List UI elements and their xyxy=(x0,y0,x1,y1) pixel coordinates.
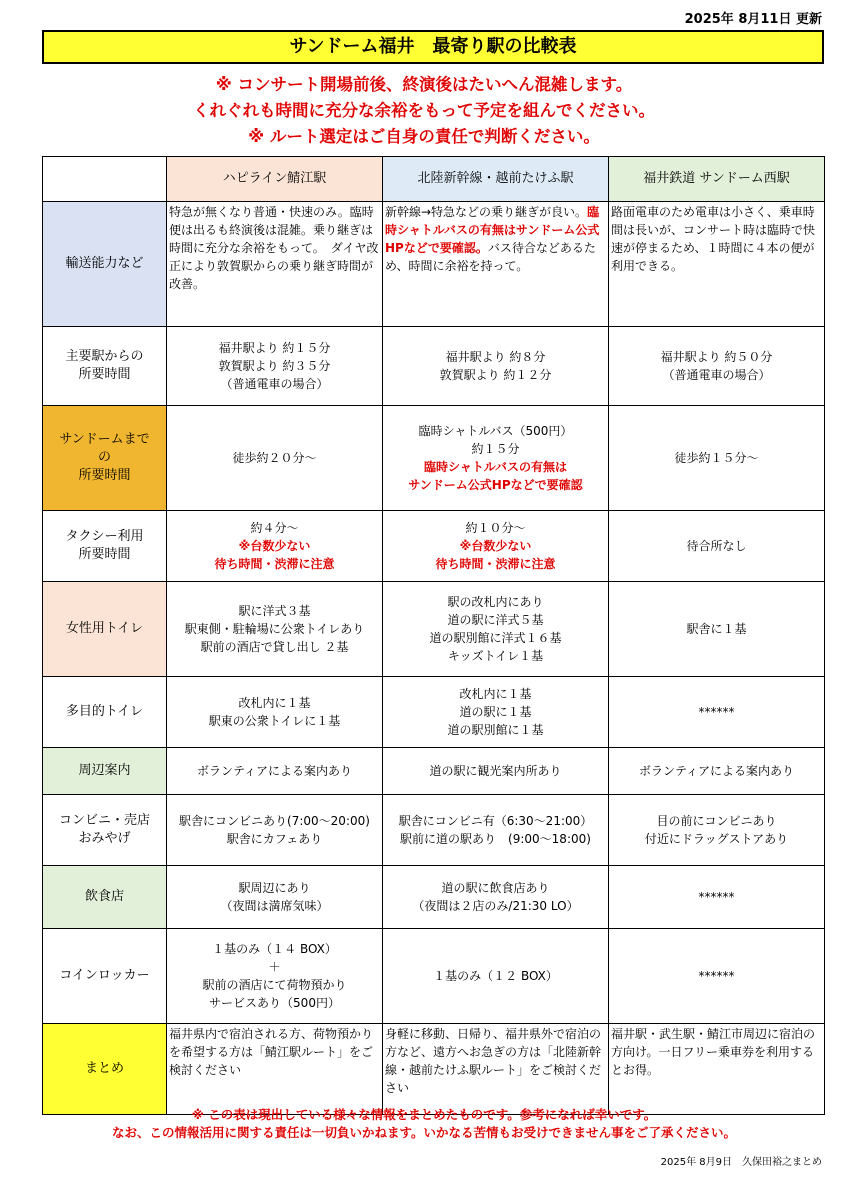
table-row xyxy=(43,202,825,327)
cell-sabae xyxy=(167,677,383,748)
cell-text: ****** xyxy=(698,890,735,904)
row-header xyxy=(43,929,167,1024)
cell-takefu xyxy=(383,1024,609,1115)
cell-note-red: 臨時シャトルバスの有無はサンドーム公式HPなどで要確認。 xyxy=(385,205,600,255)
cell-text: （普通電車の場合） xyxy=(220,377,329,391)
table-row xyxy=(43,795,825,866)
cell-sabae xyxy=(167,327,383,406)
cell-text: ****** xyxy=(698,969,735,983)
cell-text: キッズトイレ１基 xyxy=(447,649,544,663)
row-header xyxy=(43,327,167,406)
row-header xyxy=(43,511,167,582)
signature: 2025年 8月9日 久保田裕之まとめ xyxy=(660,1157,822,1168)
row-header xyxy=(43,202,167,327)
table-row xyxy=(43,327,825,406)
column-header-sabae: ハピライン鯖江駅 xyxy=(167,157,383,202)
cell-text: 駅前に道の駅あり (9:00〜18:00) xyxy=(400,832,591,846)
cell-text: 道の駅に洋式５基 xyxy=(447,613,544,627)
cell-sundome-nishi xyxy=(609,406,825,511)
cell-sabae xyxy=(167,582,383,677)
cell-text: 駅周辺にあり xyxy=(238,881,311,895)
cell-takefu xyxy=(383,677,609,748)
update-date: 2025年 8月11日 更新 xyxy=(684,12,822,27)
footer-note-2: なお、この情報活用に関する責任は一切負いかねます。いかなる苦情もお受けできません事をご了承ください。 xyxy=(111,1125,736,1140)
row-header-label: サンドームまで xyxy=(59,432,150,447)
cell-text: 駅前の酒店にて荷物預かり xyxy=(202,978,347,992)
warning-line-1: ※ コンサート開場前後、終演後はたいへん混雑します。 xyxy=(215,75,633,94)
row-header xyxy=(43,582,167,677)
row-header-label: コンビニ・売店 xyxy=(58,813,150,828)
header-corner-cell xyxy=(43,157,167,202)
cell-text: 徒歩約１５分〜 xyxy=(674,451,759,465)
cell-sundome-nishi xyxy=(609,748,825,795)
cell-text: 約４分〜 xyxy=(250,521,299,535)
row-header xyxy=(43,748,167,795)
cell-text: （普通電車の場合） xyxy=(662,368,771,382)
cell-sundome-nishi xyxy=(609,1024,825,1115)
cell-text: 敦賀駅より 約３５分 xyxy=(218,359,331,373)
cell-text: 福井県内で宿泊される方、荷物預かりを希望する方は「鯖江駅ルート」をご検討ください xyxy=(169,1027,374,1077)
cell-text: ****** xyxy=(698,705,735,719)
cell-text: 駅に洋式３基 xyxy=(238,604,311,618)
cell-text: 駅東の公衆トイレに１基 xyxy=(208,714,341,728)
cell-text: １基のみ（１４ BOX） xyxy=(212,942,337,956)
cell-sabae xyxy=(167,406,383,511)
cell-text: 新幹線→特急などの乗り継ぎが良い。 xyxy=(385,205,588,219)
cell-sundome-nishi xyxy=(609,677,825,748)
warning-line-2: くれぐれも時間に充分な余裕をもって予定を組んでください。 xyxy=(193,101,655,120)
cell-sundome-nishi xyxy=(609,511,825,582)
cell-text: ボランティアによる案内あり xyxy=(638,764,795,778)
cell-text: 付近にドラッグストアあり xyxy=(644,832,789,846)
column-header-takefu: 北陸新幹線・越前たけふ駅 xyxy=(383,157,609,202)
table-row xyxy=(43,929,825,1024)
cell-text: 駅の改札内にあり xyxy=(447,595,544,609)
comparison-table xyxy=(42,156,825,1115)
cell-takefu xyxy=(383,929,609,1024)
cell-sabae xyxy=(167,795,383,866)
cell-sabae xyxy=(167,1024,383,1115)
cell-takefu xyxy=(383,406,609,511)
table-row xyxy=(43,511,825,582)
cell-text: ボランティアによる案内あり xyxy=(196,764,353,778)
cell-text: 改札内に１基 xyxy=(459,687,532,701)
cell-text: 道の駅別館に１基 xyxy=(447,723,544,737)
row-header-label: おみやげ xyxy=(78,831,131,846)
cell-takefu xyxy=(383,748,609,795)
cell-note-red: ※台数少ない xyxy=(459,539,532,553)
cell-note-red: 臨時シャトルバスの有無は xyxy=(424,460,567,474)
row-header-label: タクシー利用 xyxy=(65,529,144,544)
header-row xyxy=(43,157,825,202)
cell-text: （夜間は２店のみ/21:30 LO） xyxy=(412,899,579,913)
cell-text: サービスあり（500円） xyxy=(209,996,340,1010)
table-row xyxy=(43,677,825,748)
row-header-label: 輸送能力など xyxy=(65,256,144,271)
row-header xyxy=(43,406,167,511)
cell-sabae xyxy=(167,511,383,582)
row-header xyxy=(43,795,167,866)
table-row xyxy=(43,748,825,795)
cell-takefu xyxy=(383,511,609,582)
cell-note-red: サンドーム公式HPなどで要確認 xyxy=(408,478,583,492)
cell-text: 道の駅に１基 xyxy=(459,705,532,719)
row-header-label: まとめ xyxy=(84,1061,124,1076)
cell-text: 道の駅に観光案内所あり xyxy=(429,764,562,778)
cell-note-red: 待ち時間・渋滞に注意 xyxy=(214,557,335,571)
cell-text: 福井駅・武生駅・鯖江市周辺に宿泊の方向け。一日フリー乗車券を利用するとお得。 xyxy=(611,1027,816,1077)
column-header-sundome-nishi: 福井鉄道 サンドーム西駅 xyxy=(609,157,825,202)
cell-text: 目の前にコンビニあり xyxy=(656,814,777,828)
cell-text: 福井駅より 約８分 xyxy=(445,350,546,364)
table-row xyxy=(43,866,825,929)
cell-text: 駅舎にコンビニあり(7:00〜20:00) xyxy=(179,814,370,828)
cell-text: 駅前の酒店で貸し出し ２基 xyxy=(200,640,349,654)
row-header-label: 飲食店 xyxy=(84,889,124,904)
cell-text: 路面電車のため電車は小さく、乗車時間は長いが、コンサート時は臨時で快速が停まるため、１時間に４本の便が利用できる。 xyxy=(611,205,816,273)
row-header-label: 主要駅からの xyxy=(65,349,144,364)
cell-sundome-nishi xyxy=(609,866,825,929)
cell-sundome-nishi xyxy=(609,202,825,327)
footer-note-1: ※ この表は現出している様々な情報をまとめたものです。参考になれば幸いです。 xyxy=(191,1107,657,1122)
table-row xyxy=(43,582,825,677)
cell-text: 徒歩約２０分〜 xyxy=(232,451,317,465)
cell-text: 待合所なし xyxy=(686,539,747,553)
cell-text: 約１５分 xyxy=(471,442,520,456)
row-header-label: 所要時間 xyxy=(78,468,131,483)
cell-takefu xyxy=(383,866,609,929)
table-row xyxy=(43,406,825,511)
cell-text: ＋ xyxy=(268,960,281,974)
cell-text: 臨時シャトルバス（500円） xyxy=(418,424,573,438)
cell-text: 駅舎にコンビニ有（6:30〜21:00） xyxy=(398,814,593,828)
cell-takefu xyxy=(383,202,609,327)
cell-sabae xyxy=(167,929,383,1024)
cell-sabae xyxy=(167,748,383,795)
row-header xyxy=(43,677,167,748)
cell-text: 敦賀駅より 約１２分 xyxy=(439,368,552,382)
cell-text: 道の駅に飲食店あり xyxy=(441,881,550,895)
warning-line-3: ※ ルート選定はご自身の責任で判断ください。 xyxy=(248,127,600,146)
comparison-table-body xyxy=(43,157,825,1115)
row-header-label: コインロッカー xyxy=(59,968,150,983)
cell-note-red: 待ち時間・渋滞に注意 xyxy=(435,557,556,571)
cell-text: 福井駅より 約５０分 xyxy=(660,350,773,364)
cell-text: 身軽に移動、日帰り、福井県外で宿泊の方など、遠方へお急ぎの方は「北陸新幹線・越前たけふ駅ルート」をご検討ください xyxy=(385,1027,602,1095)
cell-text: 駅舎に１基 xyxy=(686,622,747,636)
table-row xyxy=(43,1024,825,1115)
cell-sundome-nishi xyxy=(609,929,825,1024)
row-header-label: 多目的トイレ xyxy=(65,704,144,719)
row-header xyxy=(43,1024,167,1115)
row-header-label: の xyxy=(97,450,111,465)
cell-text: １基のみ（１２ BOX） xyxy=(433,969,558,983)
cell-sundome-nishi xyxy=(609,795,825,866)
cell-text: 駅東側・駐輪場に公衆トイレあり xyxy=(184,622,365,636)
cell-takefu xyxy=(383,795,609,866)
row-header-label: 周辺案内 xyxy=(78,763,131,778)
cell-text: 福井駅より 約１５分 xyxy=(218,341,331,355)
row-header-label: 所要時間 xyxy=(78,547,131,562)
cell-note-red: ※台数少ない xyxy=(238,539,311,553)
cell-text: 特急が無くなり普通・快速のみ。臨時便は出るも終演後は混雑。乗り継ぎは時間に充分な余裕をもって。 ダイヤ改正により敦賀駅からの乗り継ぎ時間が改善。 xyxy=(169,205,379,291)
cell-text: 駅舎にカフェあり xyxy=(226,832,323,846)
cell-takefu xyxy=(383,582,609,677)
cell-text: 約１０分〜 xyxy=(465,521,526,535)
cell-sundome-nishi xyxy=(609,582,825,677)
row-header-label: 所要時間 xyxy=(78,367,131,382)
cell-text: （夜間は満席気味） xyxy=(220,899,329,913)
cell-text: バス待合などあるため、時間に余裕を持って。 xyxy=(385,241,596,273)
cell-sundome-nishi xyxy=(609,327,825,406)
row-header-label: 女性用トイレ xyxy=(65,621,144,636)
row-header xyxy=(43,866,167,929)
cell-sabae xyxy=(167,202,383,327)
cell-takefu xyxy=(383,327,609,406)
page-title: サンドーム福井 最寄り駅の比較表 xyxy=(42,30,824,64)
cell-sabae xyxy=(167,866,383,929)
cell-text: 道の駅別館に洋式１６基 xyxy=(429,631,562,645)
cell-text: 改札内に１基 xyxy=(238,696,311,710)
